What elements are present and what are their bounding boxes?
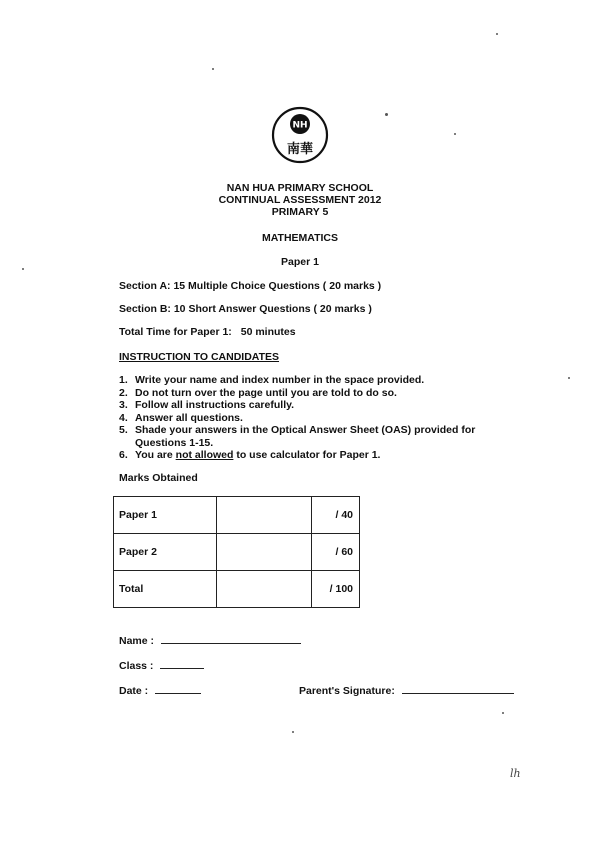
signature-blank[interactable]: [402, 684, 514, 694]
signature-field: [299, 684, 514, 697]
name-label: Name :: [119, 635, 155, 647]
handwritten-initials: lh: [510, 767, 521, 780]
table-row: [114, 497, 360, 534]
school-name: NAN HUA PRIMARY SCHOOL: [226, 182, 374, 194]
name-blank[interactable]: [161, 634, 301, 644]
marks-row-label: Total: [114, 571, 217, 608]
class-blank[interactable]: [160, 659, 204, 669]
section-a-label: Section A:: [119, 280, 171, 292]
marks-total-cell: / 40: [312, 497, 360, 534]
scan-speck: [292, 731, 294, 733]
date-field: [119, 684, 201, 697]
section-a-line: [119, 280, 381, 292]
instruction-item: 1. Write your name and index number in the space provided.: [119, 374, 425, 386]
marks-row-label: Paper 1: [114, 497, 217, 534]
level-title: PRIMARY 5: [271, 206, 329, 218]
scan-speck: [568, 377, 570, 379]
class-label: Class :: [119, 660, 154, 672]
instruction-item: 5. Shade your answers in the Optical Answer Sheet (OAS) provided for Questions 1-15.: [119, 424, 476, 449]
marks-heading: Marks Obtained: [119, 472, 198, 484]
instruction-item: 4. Answer all questions.: [119, 411, 243, 424]
marks-total-cell: / 60: [312, 534, 360, 571]
scan-speck: [454, 133, 456, 135]
marks-total-cell: / 100: [312, 571, 360, 608]
total-time-value: 50 minutes: [240, 326, 296, 338]
not-allowed-emphasis: not allowed: [175, 449, 234, 461]
scan-speck: [212, 68, 214, 70]
name-field: [119, 634, 301, 647]
section-a-text: 15 Multiple Choice Questions ( 20 marks ): [173, 280, 382, 292]
school-logo: [271, 106, 329, 164]
instructions-heading: INSTRUCTION TO CANDIDATES: [119, 351, 280, 363]
marks-score-cell[interactable]: [217, 571, 312, 608]
scan-speck: [502, 712, 504, 714]
marks-table: [113, 496, 360, 608]
scan-speck: [385, 113, 388, 116]
scan-speck: [22, 268, 24, 270]
instruction-item: 6. You are not allowed to use calculator for Paper 1.: [119, 449, 381, 461]
logo-chinese: 南華: [286, 142, 314, 157]
marks-score-cell[interactable]: [217, 534, 312, 571]
section-b-line: [119, 303, 372, 315]
section-b-text: 10 Short Answer Questions ( 20 marks ): [173, 303, 372, 315]
subject-title: MATHEMATICS: [261, 232, 339, 244]
logo-initials: NH: [292, 120, 308, 131]
table-row: [114, 571, 360, 608]
total-time-label: Total Time for Paper 1:: [119, 326, 232, 338]
date-label: Date :: [119, 685, 149, 697]
total-time-line: [119, 326, 296, 338]
marks-row-label: Paper 2: [114, 534, 217, 571]
scan-speck: [496, 33, 498, 35]
paper-title: Paper 1: [281, 256, 319, 268]
signature-label: Parent's Signature:: [299, 685, 395, 697]
instruction-item: 3. Follow all instructions carefully.: [119, 399, 295, 411]
class-field: [119, 659, 204, 672]
assessment-title: CONTINUAL ASSESSMENT 2012: [218, 194, 382, 206]
instructions-list: [119, 374, 499, 462]
date-blank[interactable]: [155, 684, 201, 694]
table-row: [114, 534, 360, 571]
instruction-item: 2. Do not turn over the page until you are told to do so.: [119, 386, 397, 399]
marks-score-cell[interactable]: [217, 497, 312, 534]
section-b-label: Section B:: [119, 303, 171, 315]
